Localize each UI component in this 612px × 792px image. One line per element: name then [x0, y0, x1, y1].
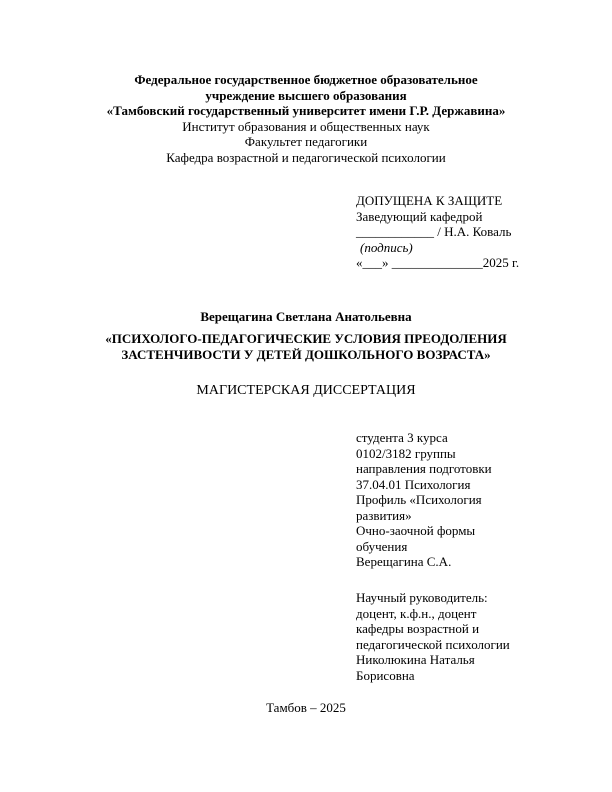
document-type: МАГИСТЕРСКАЯ ДИССЕРТАЦИЯ	[196, 383, 416, 398]
header-line-3: «Тамбовский государственный университет имени Г.Р. Державина»	[106, 103, 506, 118]
student-line: Верещагина С.А.	[356, 554, 452, 569]
header-line-6: Кафедра возрастной и педагогической психологии	[166, 149, 446, 165]
student-line: Профиль «Психология	[356, 492, 482, 507]
advisor-line: Научный руководитель:	[356, 590, 488, 605]
author-name: Верещагина Светлана Анатольевна	[200, 309, 412, 324]
student-line: Очно-заочной формы	[356, 523, 476, 538]
advisor-line: Борисовна	[356, 667, 415, 683]
advisor-line: кафедры возрастной и	[356, 621, 480, 636]
approval-block	[356, 193, 556, 271]
advisor-line: Николюкина Наталья	[356, 652, 475, 667]
student-line: обучения	[356, 538, 408, 554]
city-year: Тамбов – 2025	[266, 700, 346, 715]
student-line: развития»	[356, 507, 412, 523]
approval-position: Заведующий кафедрой	[356, 208, 483, 224]
header-line-5: Факультет педагогики	[244, 134, 368, 149]
student-line: студента 3 курса	[356, 430, 448, 445]
approval-signature-line: ____________ / Н.А. Коваль	[356, 224, 512, 239]
student-line: направления подготовки	[356, 461, 492, 476]
header-line-1: Федеральное государственное бюджетное образовательное	[134, 72, 478, 87]
student-line: 0102/3182 группы	[356, 445, 456, 461]
approval-signature-note: (подпись)	[360, 239, 413, 255]
approval-date-line: «___» ______________2025 г.	[356, 255, 520, 270]
header-line-4: Институт образования и общественных наук	[182, 118, 430, 134]
advisor-info	[356, 590, 556, 683]
student-info	[356, 430, 556, 570]
thesis-title	[0, 331, 612, 362]
advisor-line: доцент, к.ф.н., доцент	[356, 605, 477, 621]
thesis-title-line-2: ЗАСТЕНЧИВОСТИ У ДЕТЕЙ ДОШКОЛЬНОГО ВОЗРАСТА»	[121, 346, 491, 362]
header-line-2: учреждение высшего образования	[205, 87, 407, 103]
institution-header	[0, 72, 612, 165]
student-line: 37.04.01 Психология	[356, 476, 471, 492]
approval-title: ДОПУЩЕНА К ЗАЩИТЕ	[356, 193, 503, 208]
thesis-title-line-1: «ПСИХОЛОГО-ПЕДАГОГИЧЕСКИЕ УСЛОВИЯ ПРЕОДОЛЕНИЯ	[105, 331, 507, 346]
advisor-line: педагогической психологии	[356, 636, 510, 652]
